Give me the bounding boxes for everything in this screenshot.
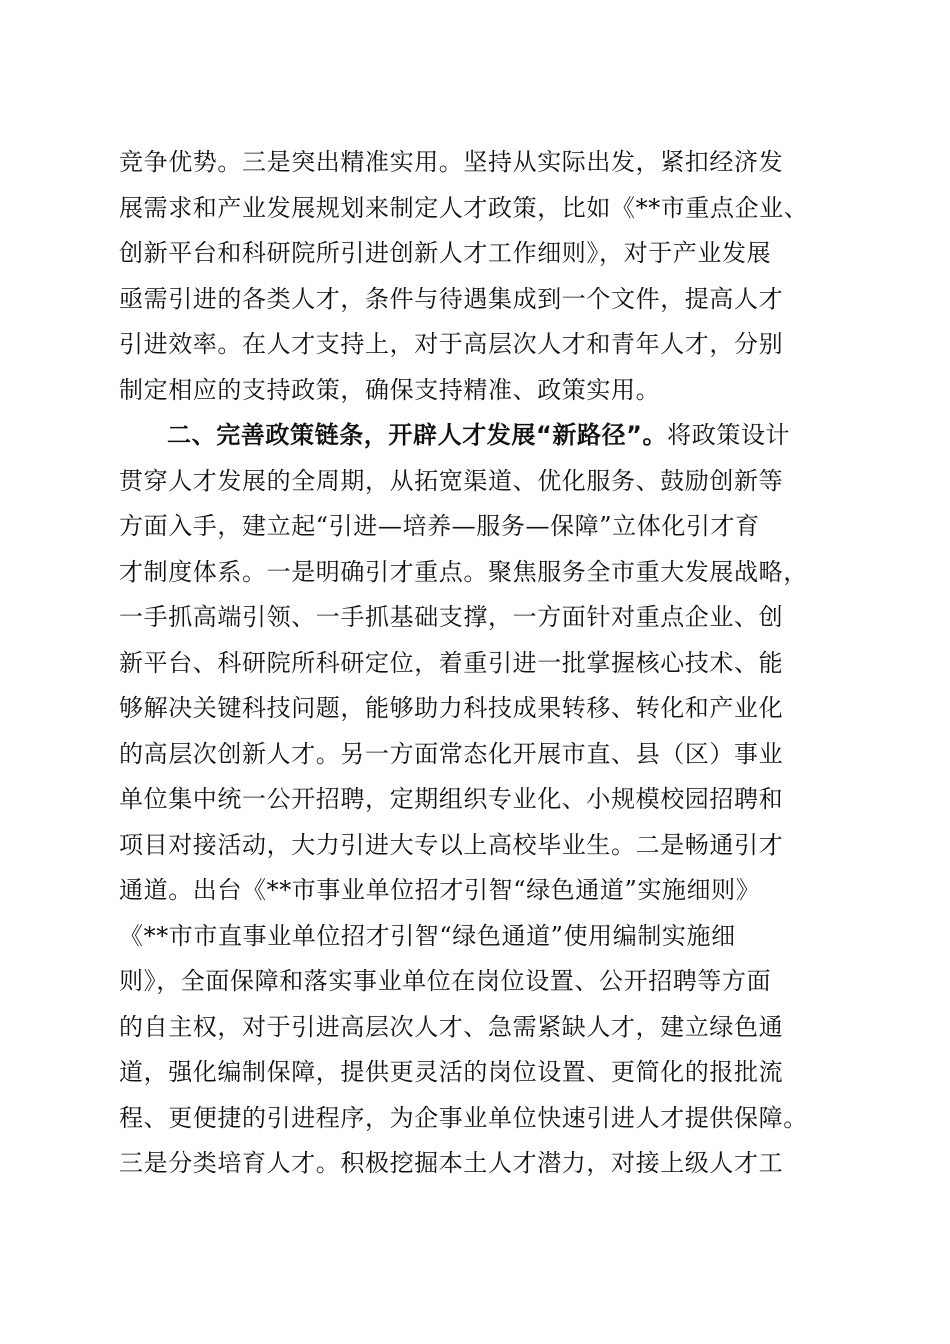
paragraph-line: 一手抓高端引领、一手抓基础支撑，一方面针对重点企业、创 [119,603,784,631]
section-heading: 二、完善政策链条，开辟人才发展“新路径”。 [167,421,668,449]
paragraph-line: 引进效率。在人才支持上，对于高层次人才和青年人才，分别 [119,330,784,358]
paragraph-line: 的高层次创新人才。另一方面常态化开展市直、县（区）事业 [119,739,784,768]
paragraph-line: 创新平台和科研院所引进创新人才工作细则》，对于产业发展 [119,239,772,267]
paragraph-line: 才制度体系。一是明确引才重点。聚焦服务全市重大发展战略， [119,557,808,586]
paragraph-line: 制定相应的支持政策，确保支持精准、政策实用。 [119,375,661,404]
section-first-line-text: 将政策设计 [667,421,791,449]
paragraph-line: 道，强化编制保障，提供更灵活的岗位设置、更简化的报批流 [119,1058,784,1086]
paragraph-line: 的自主权，对于引进高层次人才、急需紧缺人才，建立绿色通 [119,1012,784,1041]
paragraph-line: 竞争优势。三是突出精准实用。坚持从实际出发，紧扣经济发 [119,148,784,176]
paragraph-line: 亟需引进的各类人才，条件与待遇集成到一个文件，提高人才 [119,284,784,313]
paragraph-line: 通道。出台《**市事业单位招才引智“绿色通道”实施细则》 [119,876,761,904]
paragraph-line: 程、更便捷的引进程序，为企事业单位快速引进人才提供保障。 [119,1103,808,1132]
section-heading-line [119,413,834,459]
paragraph-line: 贯穿人才发展的全周期，从拓宽渠道、优化服务、鼓励创新等 [119,466,784,495]
paragraph-line: 《**市市直事业单位招才引智“绿色通道”使用编制实施细 [119,921,736,950]
paragraph-line: 展需求和产业发展规划来制定人才政策，比如《**市重点企业、 [119,193,809,222]
paragraph-line: 方面入手，建立起“引进—培养—服务—保障”立体化引才育 [119,512,760,540]
paragraph-line: 则》，全面保障和落实事业单位在岗位设置、公开招聘等方面 [119,967,772,995]
paragraph-line: 够解决关键科技问题，能够助力科技成果转移、转化和产业化 [119,694,784,722]
paragraph-line: 单位集中统一公开招聘，定期组织专业化、小规模校园招聘和 [119,785,784,813]
paragraph-line: 项目对接活动，大力引进大专以上高校毕业生。二是畅通引才 [119,830,784,859]
body-text [119,140,834,1187]
paragraph-line: 三是分类培育人才。积极挖掘本土人才潜力，对接上级人才工 [119,1149,784,1177]
paragraph-line: 新平台、科研院所科研定位，着重引进一批掌握核心技术、能 [119,648,784,677]
